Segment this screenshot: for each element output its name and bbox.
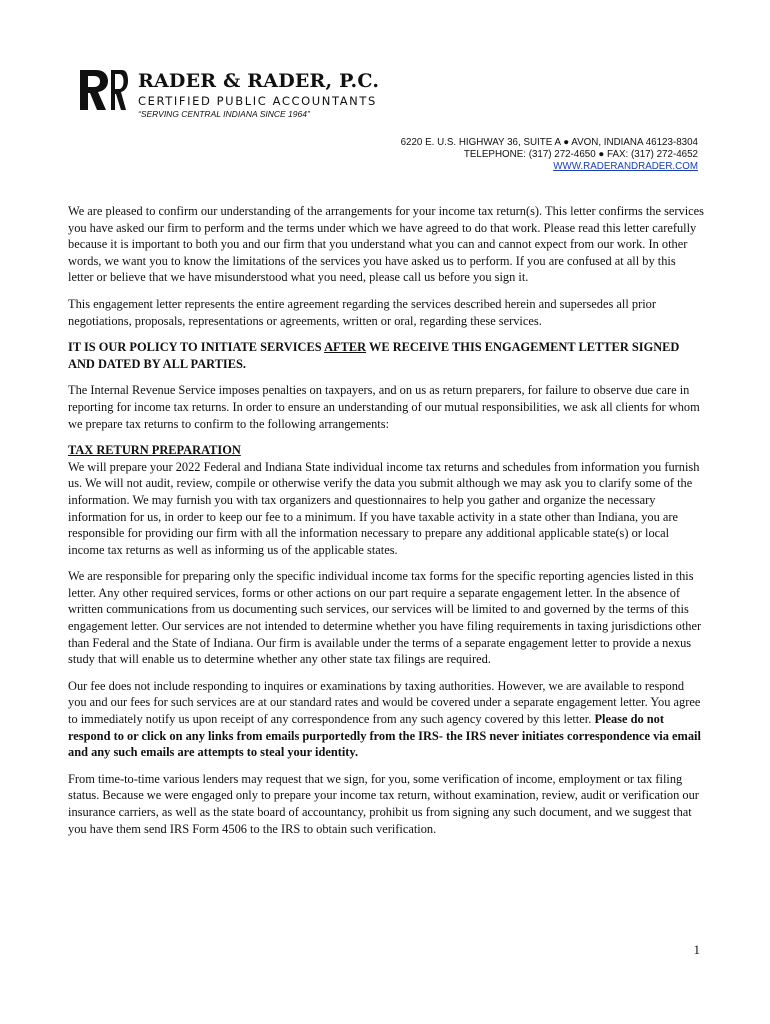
policy-statement (68, 339, 704, 372)
firm-tagline: “SERVING CENTRAL INDIANA SINCE 1964” (138, 109, 310, 119)
agreement-paragraph: This engagement letter represents the entire agreement regarding the services described herein and supersedes all prior negotiations, proposals, representations or agreements, written or oral, regarding these services. (68, 296, 656, 328)
letterhead (78, 68, 408, 120)
verification-paragraph: From time-to-time various lenders may request that we sign, for you, some verification of income, employment or tax filing status. Because we were engaged only to prepare your income tax return, without examination, review, audit or verification our insurance carriers, as well as the state board of accountancy, prohibit us from signing any such document, and we suggest that you have them send IRS Form 4506 to the IRS to obtain such verification. (68, 771, 699, 836)
fee-text: Our fee does not include responding to inquires or examinations by taxing authorities. However, we are available to respond you and our fees for such services are at our standard rates and would be covered under a separate engagement letter. You agree to immediately notify us upon receipt of any correspondence from any such agency covered by this letter. (68, 678, 701, 727)
firm-name: RADER & RADER, P.C. (138, 70, 380, 92)
preparation-paragraph: We will prepare your 2022 Federal and Indiana State individual income tax returns and schedules from information you furnish us. We will not audit, review, compile or otherwise verify the data you submit although we may ask you to clarify some of the information. We may furnish you with tax organizers and questionnaires to help you gather and organize the necessary information for us, in order to keep our fee to a minimum. If you have taxable activity in a state other than Indiana, you are responsible for providing our firm with all the information necessary to prepare any additional applicable state(s) or local income tax returns as well as informing us of the applicable states. (68, 459, 700, 557)
address-line: 6220 E. U.S. HIGHWAY 36, SUITE A ● AVON, INDIANA 46123-8304 (400, 137, 698, 148)
phone-fax-line: TELEPHONE: (317) 272-4650 ● FAX: (317) 272-4652 (463, 149, 698, 160)
irs-penalty-paragraph: The Internal Revenue Service imposes penalties on taxpayers, and on us as return preparers, for failure to observe due care in reporting for income tax returns. In order to ensure an understanding of our mutual responsibilities, we ask all clients for whom we prepare tax returns to confirm to the following arrangements: (68, 383, 700, 431)
policy-text-start: IT IS OUR POLICY TO INITIATE SERVICES (68, 340, 325, 355)
policy-text-end: WE RECEIVE THIS ENGAGEMENT LETTER SIGNED AND DATED BY ALL PARTIES. (68, 340, 680, 371)
firm-subtitle: CERTIFIED PUBLIC ACCOUNTANTS (138, 94, 377, 108)
website-link[interactable]: WWW.RADERANDRADER.COM (553, 161, 698, 172)
fee-paragraph (68, 678, 704, 761)
responsibility-paragraph: We are responsible for preparing only the specific individual income tax forms for the specific reporting agencies listed in this letter. Any other required services, forms or other actions on our part require a separate engagement letter. In the absence of written communications from us documenting such services, our services will be limited to and governed by the terms of this engagement letter. Our services are not intended to determine whether you have filing requirements in taxing jurisdictions other than Federal and the State of Indiana. Our firm is available under the terms of a separate engagement letter to provide a nexus study that will enable us to determine whether any other state tax filings are required. (68, 569, 702, 667)
section-heading: TAX RETURN PREPARATION (68, 443, 241, 458)
letter-body (68, 203, 704, 847)
rr-monogram-logo-icon (78, 68, 128, 112)
firm-address-block (401, 137, 698, 173)
irs-email-warning: Please do not respond to or click on any links from emails purportedly from the IRS- the IRS never initiates correspondence via email and any such emails are attempts to steal your identity. (68, 712, 701, 760)
policy-after-word: AFTER (324, 340, 367, 355)
page-number: 1 (693, 942, 700, 957)
intro-paragraph: We are pleased to confirm our understanding of the arrangements for your income tax return(s). This letter confirms the services you have asked our firm to perform and the terms under which we have agreed to do that work. Please read this letter carefully because it is important to both you and our firm that you understand what you can and cannot expect from our work. In other words, we want you to know the limitations of the services you have asked us to perform. If you are confused at all by this letter or believe that we have misunderstood what you need, please call us before you sign it. (68, 204, 704, 285)
